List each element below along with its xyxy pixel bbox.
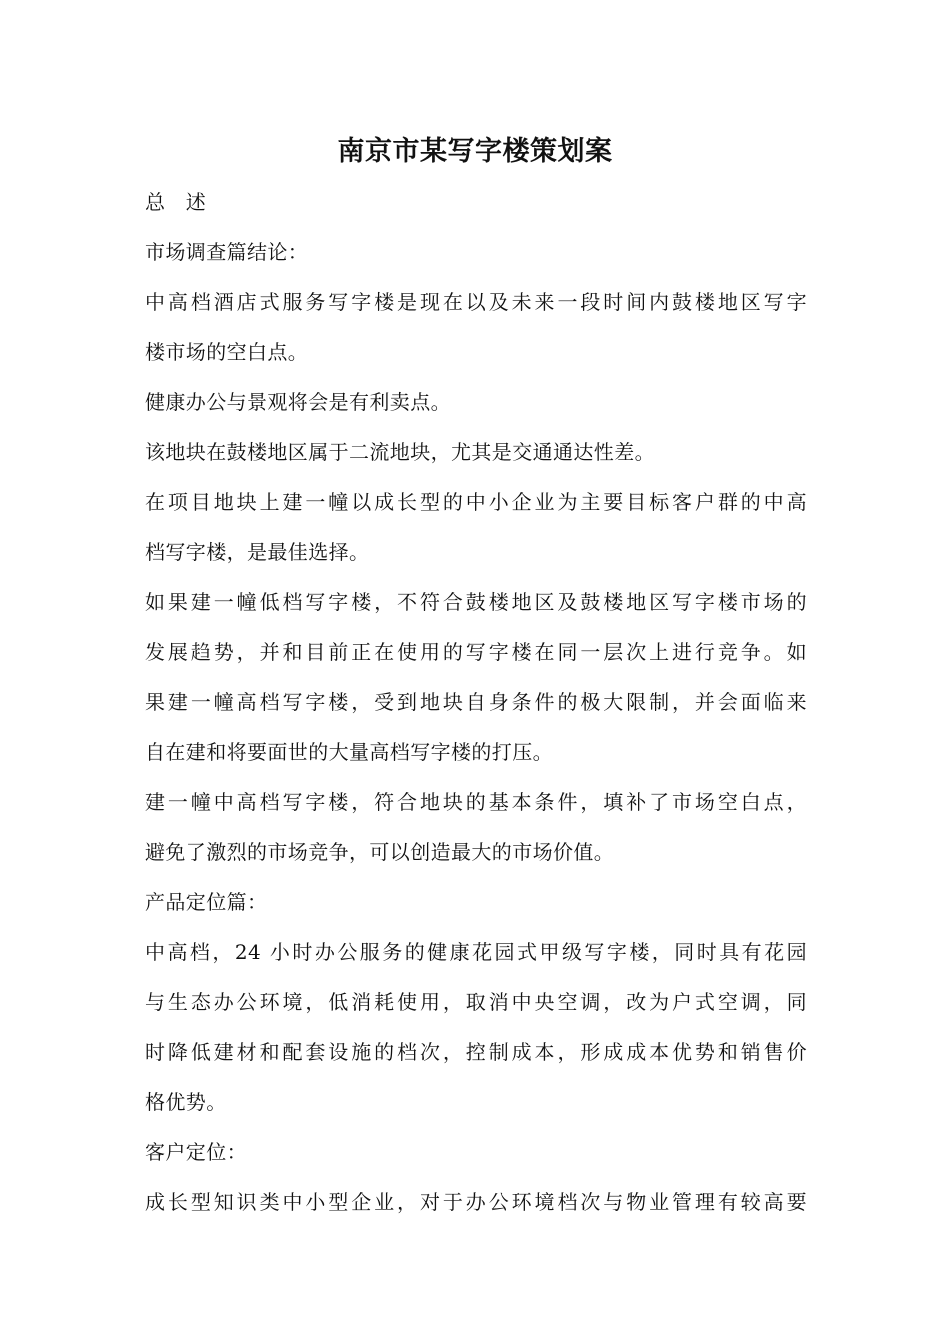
paragraph-line: 建一幢中高档写字楼，符合地块的基本条件，填补了市场空白点， (145, 790, 807, 814)
section-heading-product-positioning: 产品定位篇： (145, 890, 268, 914)
paragraph-line: 发展趋势，并和目前正在使用的写字楼在同一层次上进行竞争。如 (145, 640, 807, 664)
paragraph-line: 该地块在鼓楼地区属于二流地块，尤其是交通通达性差。 (145, 440, 655, 464)
paragraph-line: 时降低建材和配套设施的档次，控制成本，形成成本优势和销售价 (145, 1040, 807, 1064)
paragraph-line: 中高档，24 小时办公服务的健康花园式甲级写字楼，同时具有花园 (145, 940, 807, 964)
section-heading-market-research: 市场调查篇结论： (145, 240, 309, 264)
paragraph-line: 档写字楼，是最佳选择。 (145, 540, 370, 564)
section-heading-overview: 总 述 (145, 190, 207, 214)
document-title: 南京市某写字楼策划案 (337, 136, 613, 167)
document-body (145, 177, 807, 1227)
paragraph-line: 健康办公与景观将会是有利卖点。 (145, 390, 451, 414)
paragraph-line: 楼市场的空白点。 (145, 340, 309, 364)
paragraph-line: 中高档酒店式服务写字楼是现在以及未来一段时间内鼓楼地区写字 (145, 290, 807, 314)
paragraph-line: 成长型知识类中小型企业，对于办公环境档次与物业管理有较高要 (145, 1190, 807, 1214)
paragraph-line: 格优势。 (145, 1090, 227, 1114)
paragraph-line: 在项目地块上建一幢以成长型的中小企业为主要目标客户群的中高 (145, 490, 807, 514)
section-heading-customer-positioning: 客户定位： (145, 1140, 247, 1164)
paragraph-line: 与生态办公环境，低消耗使用，取消中央空调，改为户式空调，同 (145, 990, 807, 1014)
paragraph-line: 果建一幢高档写字楼，受到地块自身条件的极大限制，并会面临来 (145, 690, 807, 714)
paragraph-line: 自在建和将要面世的大量高档写字楼的打压。 (145, 740, 553, 764)
paragraph-line: 避免了激烈的市场竞争，可以创造最大的市场价值。 (145, 840, 615, 864)
paragraph-line: 如果建一幢低档写字楼，不符合鼓楼地区及鼓楼地区写字楼市场的 (145, 590, 807, 614)
